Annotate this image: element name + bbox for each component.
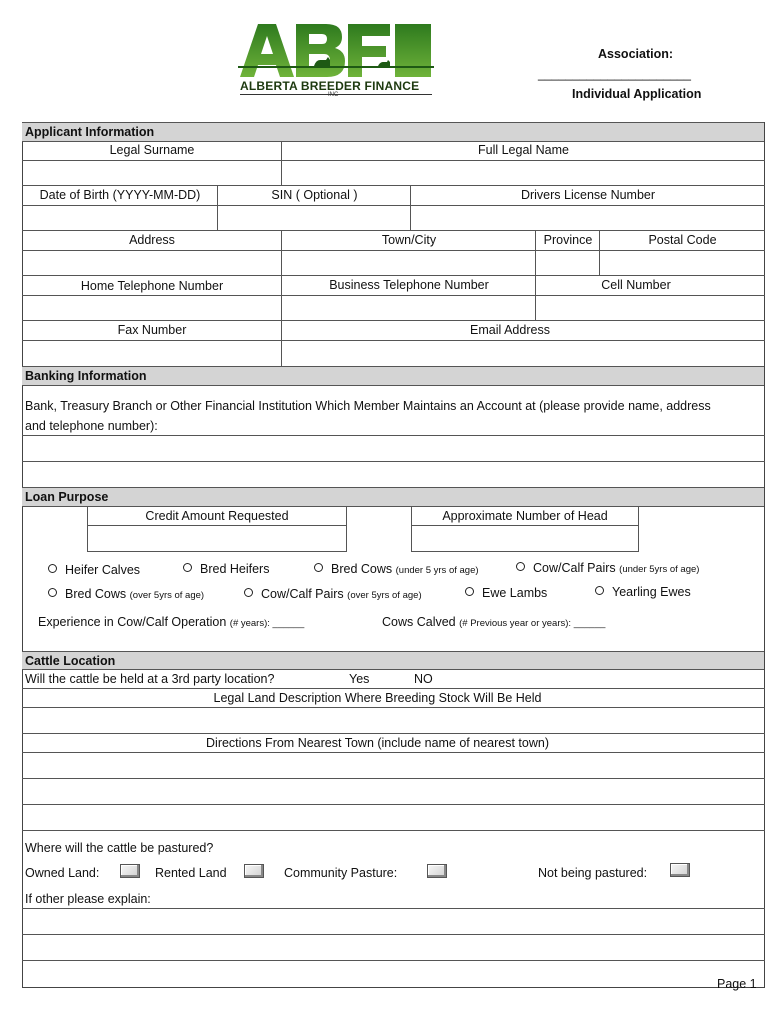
other-explain-label: If other please explain: <box>25 892 151 906</box>
full-legal-name-field[interactable] <box>283 161 763 185</box>
fax-field[interactable] <box>23 341 280 365</box>
radio-bullet-icon <box>48 588 57 597</box>
option-heifer-calves[interactable] <box>48 563 140 577</box>
cows-calved-note: (# Previous year or years): ______ <box>459 618 606 629</box>
experience-field[interactable] <box>38 615 304 629</box>
logo-subtitle: ALBERTA BREEDER FINANCE <box>240 79 420 93</box>
full-legal-name-label: Full Legal Name <box>477 143 569 157</box>
divider <box>22 275 765 276</box>
business-phone-field[interactable] <box>283 296 534 320</box>
radio-bullet-icon <box>244 588 253 597</box>
third-party-question: Will the cattle be held at a 3rd party location? <box>25 672 275 686</box>
radio-bullet-icon <box>48 564 57 573</box>
divider <box>22 230 765 231</box>
directions-field-1[interactable] <box>23 753 763 777</box>
option-bred-heifers[interactable] <box>183 562 269 576</box>
rented-land-label: Rented Land <box>155 866 227 880</box>
business-phone-label: Business Telephone Number <box>329 278 489 292</box>
divider <box>599 230 600 276</box>
town-city-field[interactable] <box>283 251 534 275</box>
option-cow-calf-over[interactable] <box>244 587 422 601</box>
third-party-yes[interactable]: Yes <box>349 672 370 686</box>
bank-field-2[interactable] <box>23 462 763 486</box>
divider <box>22 185 765 186</box>
option-label: Yearling Ewes <box>612 585 691 599</box>
third-party-no[interactable]: NO <box>414 672 433 686</box>
radio-bullet-icon <box>595 586 604 595</box>
province-label: Province <box>543 233 593 247</box>
divider <box>281 141 282 186</box>
sin-field[interactable] <box>218 206 409 230</box>
sin-label: SIN ( Optional ) <box>271 188 358 202</box>
section-title: Banking Information <box>25 369 147 383</box>
section-header-loan <box>22 487 764 507</box>
radio-bullet-icon <box>516 562 525 571</box>
divider <box>22 320 765 321</box>
not-pastured-checkbox[interactable] <box>670 863 690 877</box>
rented-land-checkbox[interactable] <box>244 864 264 878</box>
owned-land-checkbox[interactable] <box>120 864 140 878</box>
form-title: Individual Application <box>572 87 702 101</box>
approx-head-field[interactable] <box>412 526 638 551</box>
address-label: Address <box>129 233 175 247</box>
radio-bullet-icon <box>183 563 192 572</box>
option-bred-cows-under[interactable] <box>314 562 479 576</box>
option-note: (over 5yrs of age) <box>347 590 422 601</box>
divider <box>22 830 765 831</box>
legal-surname-label: Legal Surname <box>109 143 195 157</box>
community-pasture-label: Community Pasture: <box>284 866 398 880</box>
dob-label: Date of Birth (YYYY-MM-DD) <box>39 188 201 202</box>
section-title: Loan Purpose <box>25 490 109 504</box>
other-explain-field-2[interactable] <box>23 935 763 959</box>
postal-code-field[interactable] <box>601 251 763 275</box>
divider <box>22 733 765 734</box>
logo-inc: INC <box>328 92 339 98</box>
not-pastured-label: Not being pastured: <box>538 866 648 880</box>
option-label: Bred Cows <box>65 587 127 601</box>
cell-label: Cell Number <box>601 278 671 292</box>
other-explain-field-1[interactable] <box>23 909 763 933</box>
option-note: (under 5yrs of age) <box>619 564 700 575</box>
province-field[interactable] <box>537 251 598 275</box>
option-note: (over 5yrs of age) <box>129 590 205 601</box>
option-yearling-ewes[interactable] <box>595 585 691 599</box>
section-header-applicant <box>22 122 764 142</box>
option-cow-calf-under[interactable] <box>516 561 699 575</box>
cows-calved-field[interactable] <box>382 615 605 629</box>
option-bred-cows-over[interactable] <box>48 587 204 601</box>
radio-bullet-icon <box>465 587 474 596</box>
page-number: Page 1 <box>717 977 757 991</box>
drivers-license-label: Drivers License Number <box>520 188 656 202</box>
credit-amount-field[interactable] <box>88 526 346 551</box>
banking-instruction-1: Bank, Treasury Branch or Other Financial Institution Which Member Maintains an Account at (please provide name, address <box>25 399 711 413</box>
legal-surname-field[interactable] <box>23 161 280 185</box>
address-field[interactable] <box>23 251 280 275</box>
other-explain-field-3[interactable] <box>23 961 763 985</box>
cell-field[interactable] <box>537 296 763 320</box>
email-field[interactable] <box>283 341 763 365</box>
legal-land-field[interactable] <box>23 708 763 732</box>
association-blank[interactable]: ______________________ <box>538 67 691 81</box>
credit-amount-label: Credit Amount Requested <box>145 509 289 523</box>
directions-label: Directions From Nearest Town (include name of nearest town) <box>206 736 549 750</box>
approx-head-label: Approximate Number of Head <box>442 509 608 523</box>
experience-label: Experience in Cow/Calf Operation <box>38 615 227 629</box>
radio-bullet-icon <box>314 563 323 572</box>
option-ewe-lambs[interactable] <box>465 586 547 600</box>
divider <box>22 688 765 689</box>
section-header-cattle <box>22 651 764 670</box>
legal-land-label: Legal Land Description Where Breeding Stock Will Be Held <box>213 691 542 705</box>
home-phone-field[interactable] <box>23 296 280 320</box>
cows-calved-label: Cows Calved <box>382 615 456 629</box>
option-label: Bred Cows <box>331 562 393 576</box>
section-header-banking <box>22 366 764 386</box>
option-note: (under 5 yrs of age) <box>395 565 479 576</box>
banking-instruction-2: and telephone number): <box>25 419 158 433</box>
directions-field-3[interactable] <box>23 805 763 829</box>
option-label: Bred Heifers <box>200 562 270 576</box>
option-label: Cow/Calf Pairs <box>533 561 616 575</box>
association-label: Association: <box>598 47 674 61</box>
fax-label: Fax Number <box>117 323 187 337</box>
postal-code-label: Postal Code <box>648 233 717 247</box>
option-label: Heifer Calves <box>65 563 141 577</box>
directions-field-2[interactable] <box>23 779 763 803</box>
owned-land-label: Owned Land: <box>25 866 100 880</box>
town-city-label: Town/City <box>381 233 437 247</box>
community-pasture-checkbox[interactable] <box>427 864 447 878</box>
pastured-question: Where will the cattle be pastured? <box>25 841 214 855</box>
option-label: Cow/Calf Pairs <box>261 587 344 601</box>
email-label: Email Address <box>470 323 550 337</box>
option-label: Ewe Lambs <box>482 586 548 600</box>
section-title: Applicant Information <box>25 125 155 139</box>
drivers-license-field[interactable] <box>411 206 763 230</box>
home-phone-label: Home Telephone Number <box>80 279 224 293</box>
experience-note: (# years): ______ <box>229 618 305 629</box>
bank-field-1[interactable] <box>23 436 763 460</box>
section-title: Cattle Location <box>25 654 116 668</box>
